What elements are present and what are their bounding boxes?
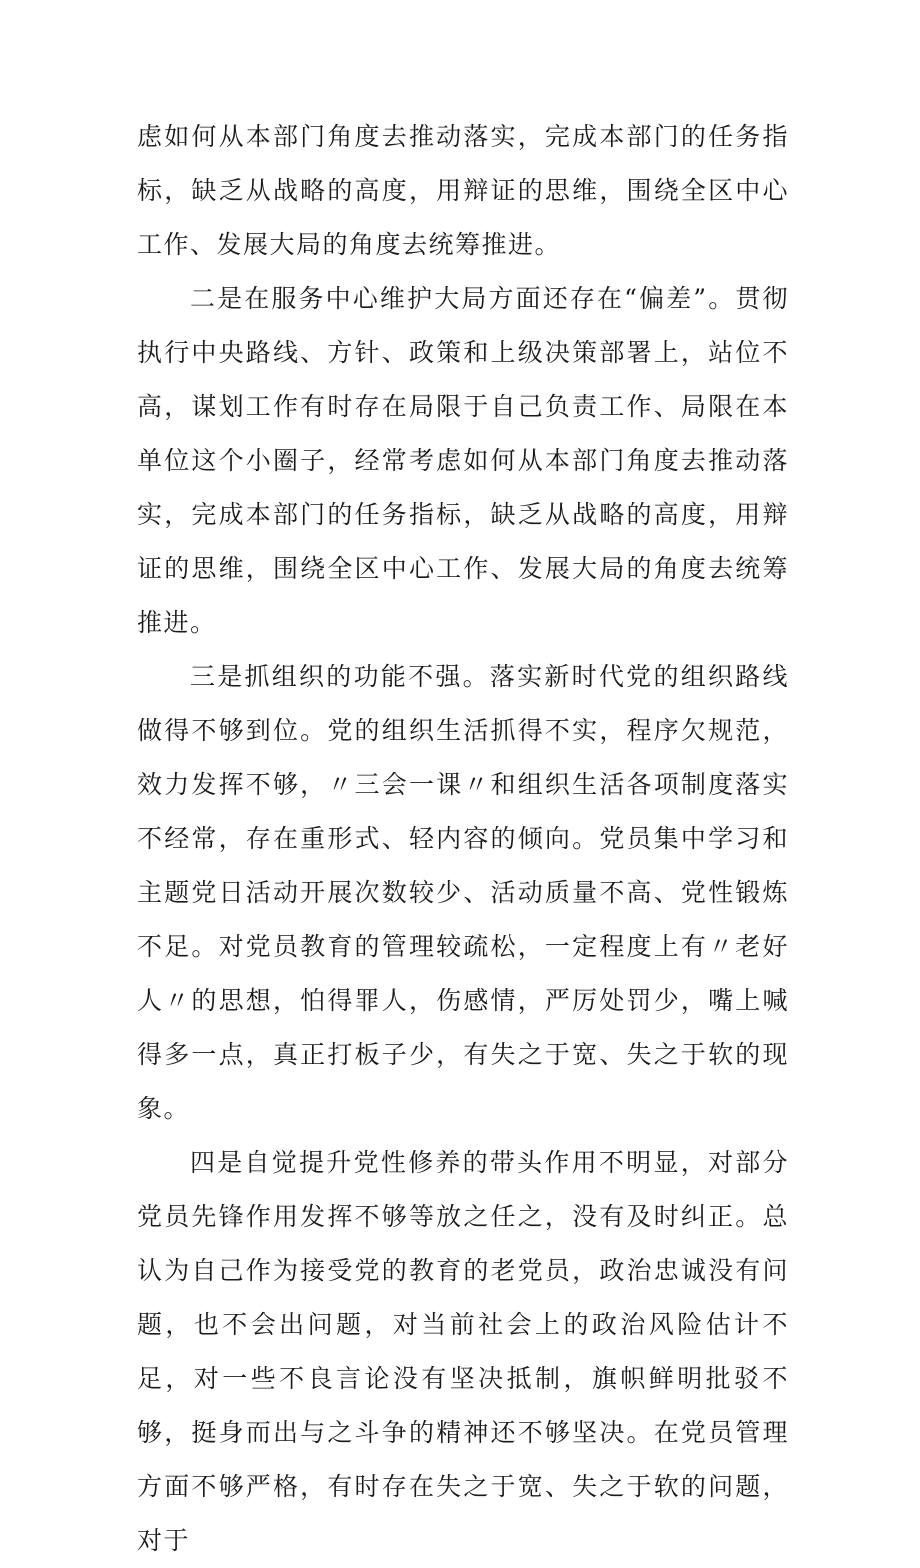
document-body [137,110,789,1568]
paragraph-continuation: 虑如何从本部门角度去推动落实，完成本部门的任务指标，缺乏从战略的高度，用辩证的思维，围绕全区中心工作、发展大局的角度去统筹推进。 [137,122,789,259]
paragraph-point-three: 三是抓组织的功能不强。落实新时代党的组织路线做得不够到位。党的组织生活抓得不实，程序欠规范，效力发挥不够，〃三会一课〃和组织生活各项制度落实不经常，存在重形式、轻内容的倾向。党员集中学习和主题党日活动开展次数较少、活动质量不高、党性锻炼不足。对党员教育的管理较疏松，一定程度上有〃老好人〃的思想，怕得罪人，伤感情，严厉处罚少，嘴上喊得多一点，真正打板子少，有失之于宽、失之于软的现象。 [137,662,789,1123]
paragraph-point-four: 四是自觉提升党性修养的带头作用不明显，对部分党员先锋作用发挥不够等放之任之，没有及时纠正。总认为自己作为接受党的教育的老党员，政治忠诚没有问题，也不会出问题，对当前社会上的政治风险估计不足，对一些不良言论没有坚决抵制，旗帜鲜明批驳不够，挺身而出与之斗争的精神还不够坚决。在党员管理方面不够严格，有时存在失之于宽、失之于软的问题，对于 [137,1148,789,1555]
paragraph-point-two: 二是在服务中心维护大局方面还存在“偏差”。贯彻执行中央路线、方针、政策和上级决策部署上，站位不高，谋划工作有时存在局限于自己负责工作、局限在本单位这个小圈子，经常考虑如何从本部门角度去推动落实，完成本部门的任务指标，缺乏从战略的高度，用辩证的思维，围绕全区中心工作、发展大局的角度去统筹推进。 [137,284,789,637]
